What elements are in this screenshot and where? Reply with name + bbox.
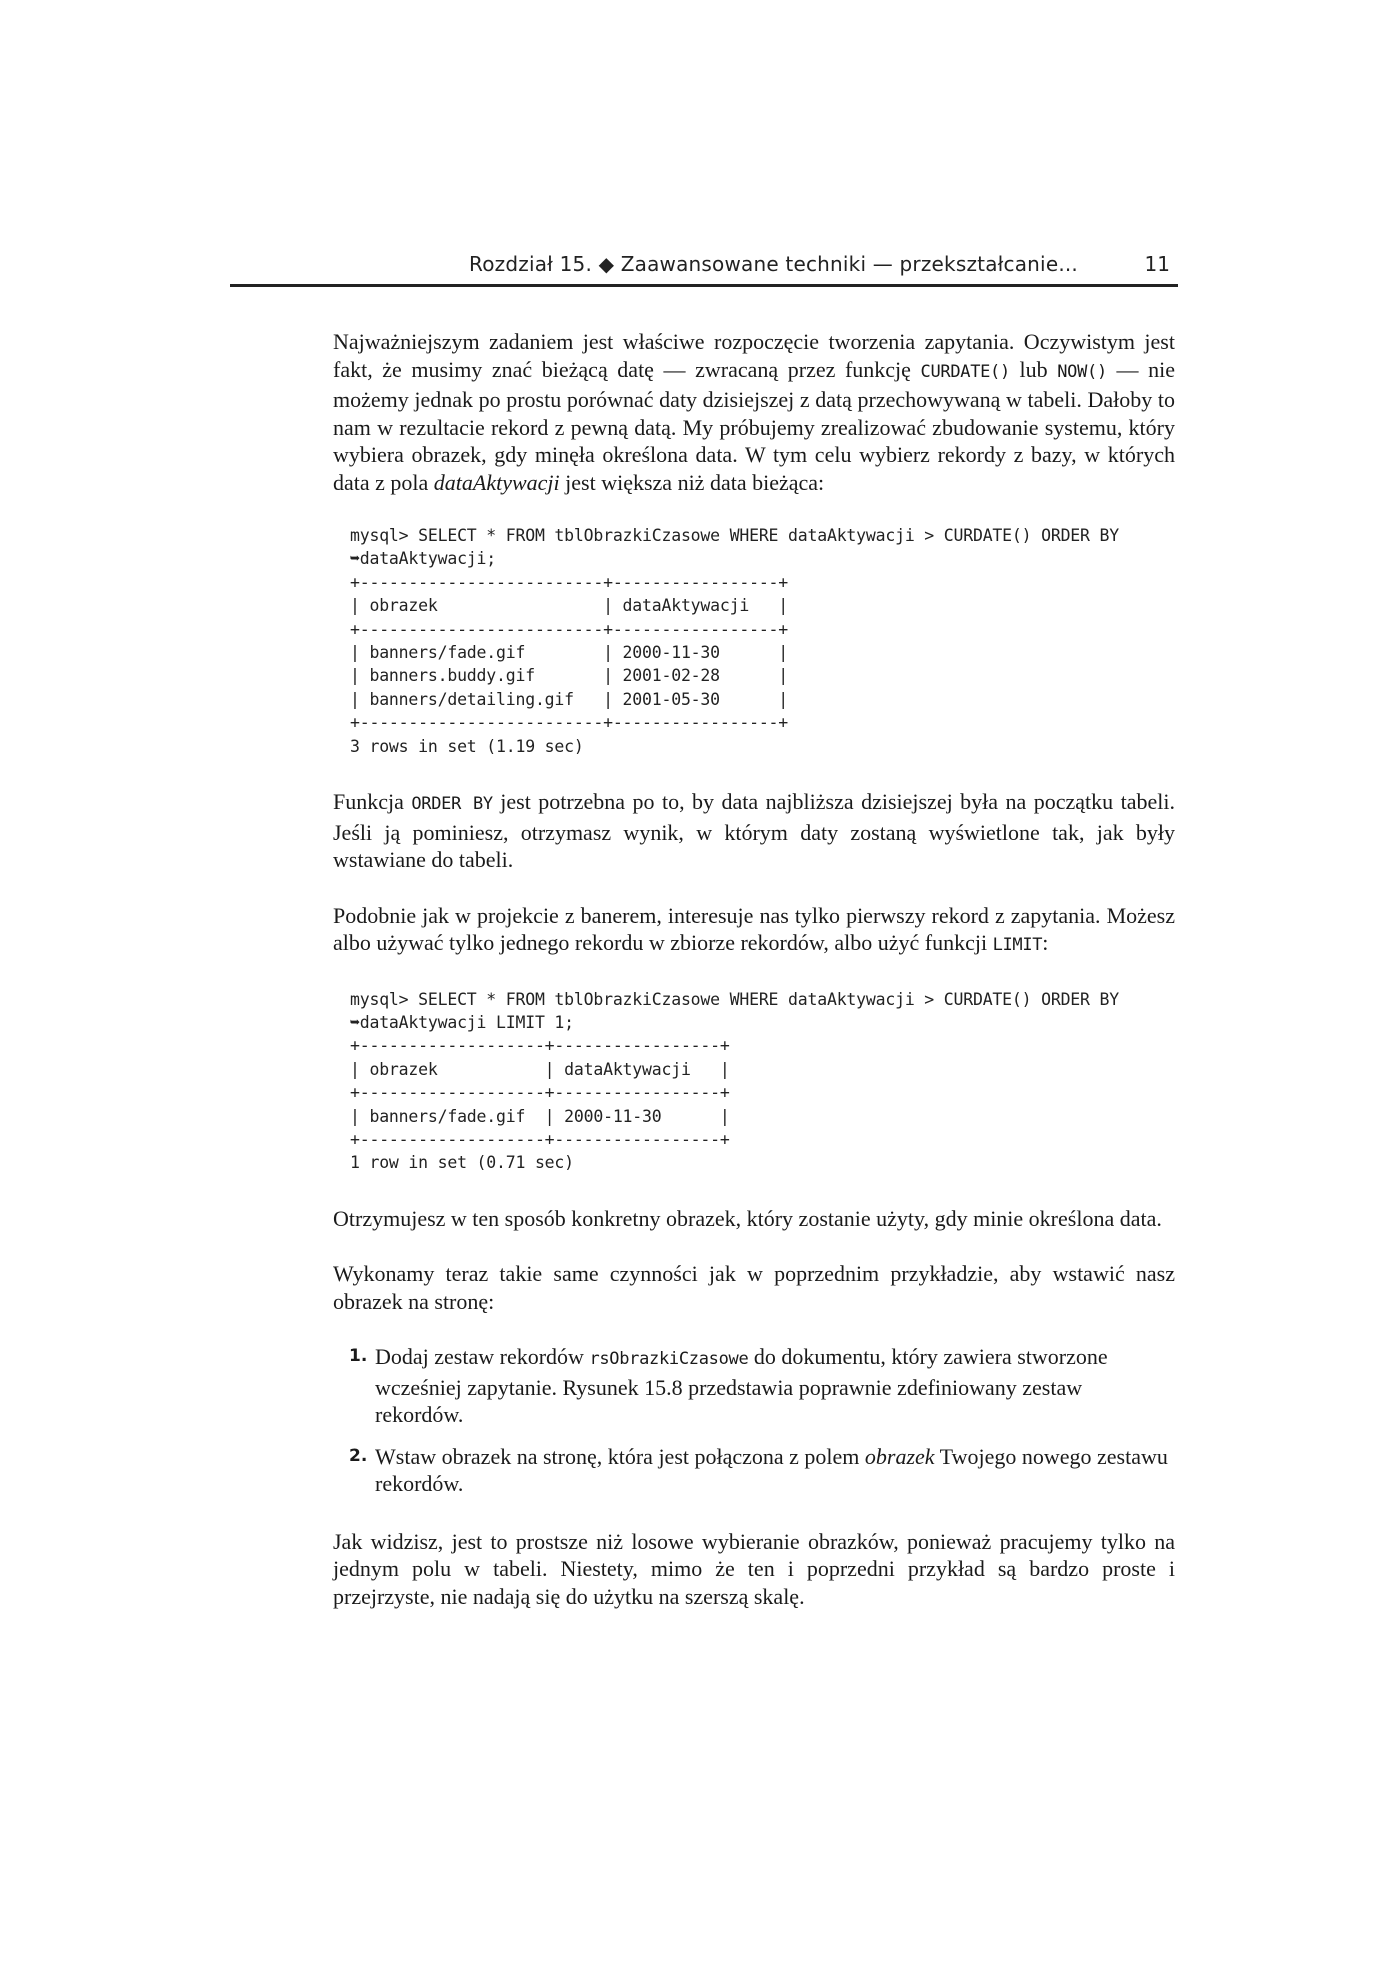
chapter-title: Rozdział 15. ◆ Zaawansowane techniki — przekształcanie... [469,252,1078,276]
inline-code: ORDER BY [411,794,493,815]
text-run: Podobnie jak w projekcie z banerem, interesuje nas tylko pierwszy rekord z zapytania. Możesz albo używać tylko jednego rekordu w zbiorze rekordów, albo użyć funkcji [333,902,1175,956]
paragraph: Otrzymujesz w ten sposób konkretny obrazek, który zostanie użyty, gdy minie określona data. [333,1205,1162,1231]
list-number: 1. [349,1346,368,1367]
list-item [333,1343,1175,1429]
list-item [333,1443,1175,1498]
code-listing: mysql> SELECT * FROM tblObrazkiCzasowe WHERE dataAktywacji > CURDATE() ORDER BY ➥dataAktywacji LIMIT 1; +-------------------+-----------------+ | obrazek | dataAktywacji | +-------------------+-----------------+ | banners/fade.gif | 2000-11-30 | +-------------------+-----------------+ 1 row in set (0.71 sec) [350,989,1119,1173]
emphasis: obrazek [864,1443,935,1469]
paragraph [333,902,1175,960]
paragraph: Wykonamy teraz takie same czynności jak w poprzednim przykładzie, aby wstawić nasz obrazek na stronę: [333,1261,1175,1314]
text-run: : [1042,930,1049,956]
list-number: 2. [349,1445,368,1466]
text-run: Dodaj zestaw rekordów [375,1344,590,1370]
running-header [230,252,1178,287]
text-run: jest potrzebna po to, by data najbliższa dzisiejszej była na początku tabeli. Jeśli ją pominiesz, otrzymasz wynik, w którym daty zostaną wyświetlone tak, jak były wstawiane do tabeli. [333,789,1175,873]
emphasis: dataAktywacji [433,469,560,495]
code-listing: mysql> SELECT * FROM tblObrazkiCzasowe WHERE dataAktywacji > CURDATE() ORDER BY ➥dataAktywacji; +-------------------------+-----------------+ | obrazek | dataAktywacji | +-------------------------+-----------------+ | banners/fade.gif | 2000-11-30 | | banners.buddy.gif | 2001-02-28 | | banners/detailing.gif | 2001-05-30 | +-------------------------+-----------------+ 3 rows in set (1.19 sec) [350,526,1119,756]
text-run: Wstaw obrazek na stronę, która jest połączona z polem [375,1443,865,1469]
inline-code: rsObrazkiCzasowe [589,1349,749,1370]
numbered-list [333,1343,1175,1498]
page-number: 11 [1144,252,1170,276]
inline-code: CURDATE() [920,361,1010,382]
page-body [333,328,1175,1638]
paragraph [333,788,1175,874]
text-run: lub [1009,356,1058,382]
text-run: — nie możemy jednak po prostu porównać daty dzisiejszej z datą przechowywaną w tabeli. Dałoby to nam w rezultacie rekord z pewną datą. My próbujemy zrealizować zbudowanie systemu, który wybiera obrazek, gdy minęła określona data. W tym celu wybierz rekordy z bazy, w których data z pola [333,356,1175,495]
text-run: do dokumentu, który zawiera stworzone wcześniej zapytanie. Rysunek 15.8 przedstawia poprawnie zdefiniowany zestaw rekordów. [375,1344,1108,1428]
inline-code: NOW() [1057,361,1107,382]
text-run: Funkcja [333,789,412,815]
inline-code: LIMIT [992,935,1043,956]
paragraph [333,328,1175,496]
paragraph: Jak widzisz, jest to prostsze niż losowe wybieranie obrazków, ponieważ pracujemy tylko na jednym polu w tabeli. Niestety, mimo że ten i poprzedni przykład są bardzo proste i przejrzyste, nie nadają się do użytku na szerszą skalę. [333,1528,1175,1609]
text-run: Najważniejszym zadaniem jest właściwe rozpoczęcie tworzenia zapytania. Oczywistym jest fakt, że musimy znać bieżącą datę — zwracaną przez funkcję [333,329,1175,382]
text-run: jest większa niż data bieżąca: [559,469,825,495]
text-run: Twojego nowego zestawu rekordów. [375,1443,1168,1497]
